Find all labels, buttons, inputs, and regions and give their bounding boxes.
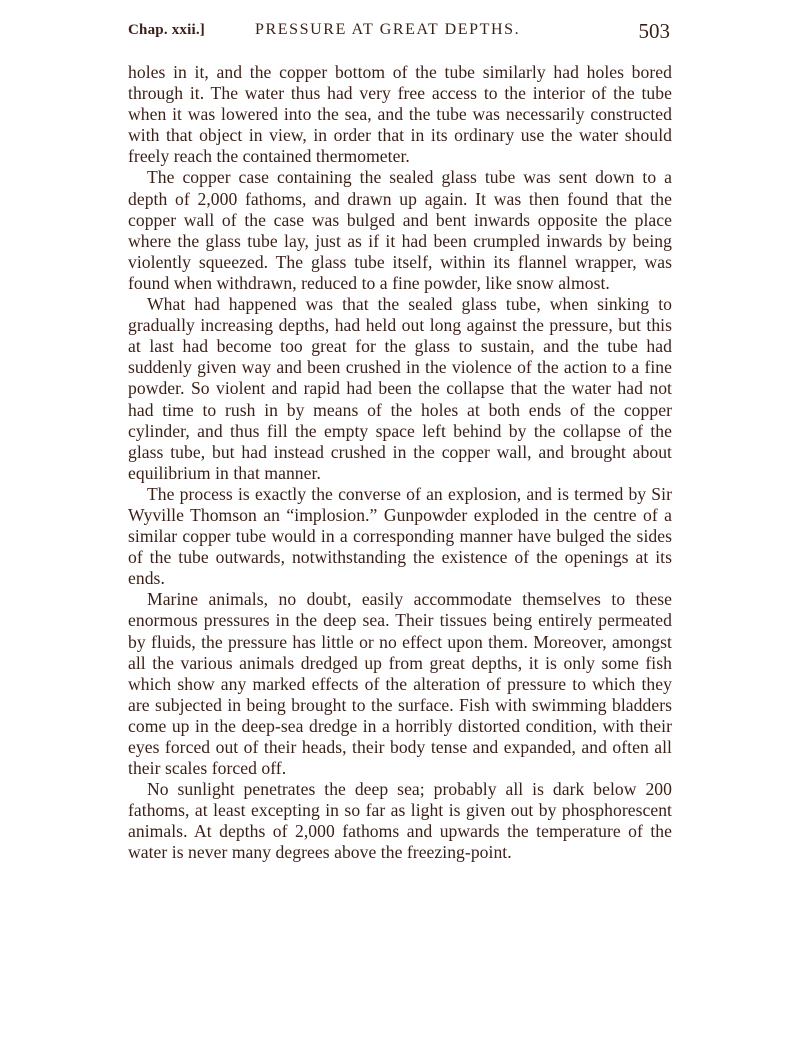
body-text — [128, 62, 672, 864]
paragraph-marine-animals: Marine animals, no doubt, easily accommodate themselves to these enormous pressures in the deep sea. Their tissues being entirely permeated by fluids, the pressure has little or no effect upon them. Moreover, amongst all the various animals dredged up from great depths, it is only some fish which show any marked effects of the alteration of pressure to which they are subjected in being brought to the surface. Fish with swimming bladders come up in the deep-sea dredge in a horribly distorted condition, with their eyes forced out of their heads, their body tense and expanded, and often all their scales forced off. — [128, 589, 672, 779]
paragraph-what-happened: What had happened was that the sealed glass tube, when sinking to gradually increasing depths, had held out long against the pressure, but this at last had become too great for the glass to sustain, and the tube had suddenly given way and been crushed in the violence of the action to a fine powder. So violent and rapid had been the collapse that the water had not had time to rush in by means of the holes at both ends of the copper cylinder, and thus fill the empty space left behind by the collapse of the glass tube, but had instead crushed in the copper wall, and brought about equilibrium in that manner. — [128, 294, 672, 483]
running-title: PRESSURE AT GREAT DEPTHS. — [255, 21, 521, 38]
paragraph-continued: holes in it, and the copper bottom of the tube similarly had holes bored through it. The water thus had very free access to the interior of the tube when it was lowered into the sea, and the tube was necessarily constructed with that object in view, in order that in its ordinary use the water should freely reach the contained thermometer. — [128, 62, 672, 167]
book-page — [128, 14, 672, 864]
paragraph-sunlight: No sunlight penetrates the deep sea; probably all is dark below 200 fathoms, at least excepting in so far as light is given out by phosphorescent animals. At depths of 2,000 fathoms and upwards the temperature of the water is never many degrees above the freezing-point. — [128, 779, 672, 863]
chapter-label: Chap. xxii.] — [128, 22, 205, 38]
paragraph-copper-case: The copper case containing the sealed glass tube was sent down to a depth of 2,000 fathoms, and drawn up again. It was then found that the copper wall of the case was bulged and bent inwards opposite the place where the glass tube lay, just as if it had been crumpled inwards by being violently squeezed. The glass tube itself, within its flannel wrapper, was found when withdrawn, reduced to a fine powder, like snow almost. — [128, 167, 672, 293]
running-header — [128, 14, 672, 48]
page-number: 503 — [638, 19, 670, 43]
paragraph-implosion: The process is exactly the converse of an explosion, and is termed by Sir Wyville Thomson an “implosion.” Gunpowder exploded in the centre of a similar copper tube would in a corresponding manner have bulged the sides of the tube outwards, notwithstanding the existence of the openings at its ends. — [128, 483, 672, 589]
